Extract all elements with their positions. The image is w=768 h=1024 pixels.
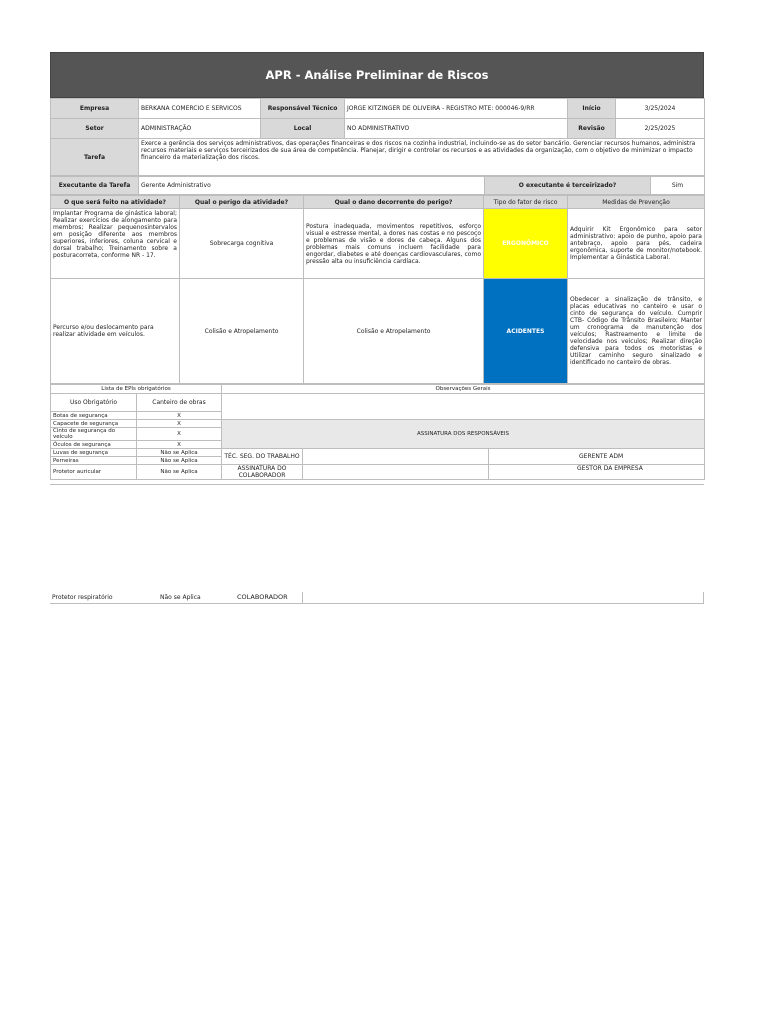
table-row bbox=[51, 449, 705, 457]
epi-item: Protetor auricular bbox=[51, 465, 137, 480]
risk-activity: Implantar Programa de ginástica laboral; Realizar exercícios de alongamento para membros; Realizar pequenosintervalos em posição diferente aos membros superiores, inferiores, coluna cervical e dorsal trabalho; Treinamento sobre a posturacorreta, conforme NR - 17. bbox=[51, 209, 180, 279]
executante-table bbox=[50, 176, 705, 195]
colaborador-label-cut: ASSINATURA DO COLABORADOR bbox=[222, 465, 303, 480]
local-label: Local bbox=[261, 119, 345, 139]
epi-item: Perneiras bbox=[51, 457, 137, 465]
executante-value: Gerente Administrativo bbox=[139, 177, 485, 195]
observacoes-label: Observações Gerais bbox=[222, 385, 705, 394]
epi-value: Não se Aplica bbox=[137, 449, 222, 457]
epi-last-row bbox=[50, 592, 704, 604]
executante-label: Executante da Tarefa bbox=[51, 177, 139, 195]
epi-item: Cinto de segurança do veículo bbox=[51, 428, 137, 441]
header-measures: Medidas de Prevenção bbox=[568, 196, 705, 209]
assinatura-header: ASSINATURA DOS RESPONSÁVEIS bbox=[222, 420, 705, 449]
risk-table bbox=[50, 195, 705, 384]
epi-value: X bbox=[137, 428, 222, 441]
tarefa-label: Tarefa bbox=[51, 139, 139, 176]
revisao-label: Revisão bbox=[568, 119, 616, 139]
setor-value: ADMINISTRAÇÃO bbox=[139, 119, 261, 139]
tarefa-value: Exerce a gerência dos serviços administrativos, das operações financeiras e dos riscos na cozinha industrial, incluindo-se as do setor bancário. Gerenciar recursos humanos, administra recursos materiais e serviços terceirizados de sua área de competência. Planejar, dirigir e controlar os recursos e as atividades da organização, com o objetivo de minimizar o impacto financeiro da materialização dos riscos. bbox=[139, 139, 705, 176]
epi-col-canteiro: Canteiro de obras bbox=[137, 394, 222, 412]
header-type: Tipo do fator de risco bbox=[484, 196, 568, 209]
risk-type-badge: ERGONÔMICO bbox=[484, 209, 568, 279]
responsavel-value: JORGE KITZINGER DE OLIVEIRA - REGISTRO MTE: 000046-9/RR bbox=[345, 99, 568, 119]
epi-and-signatures-table bbox=[50, 384, 705, 480]
epi-value: Não se Aplica bbox=[137, 465, 222, 480]
table-row bbox=[51, 420, 705, 428]
epi-item: Luvas de segurança bbox=[51, 449, 137, 457]
epi-item: Capacete de segurança bbox=[51, 420, 137, 428]
terceirizado-value: Sim bbox=[651, 177, 705, 195]
risk-type-badge: ACIDENTES bbox=[484, 279, 568, 384]
epi-value: Não se Aplica bbox=[160, 594, 201, 601]
risk-hazard: Colisão e Atropelamento bbox=[180, 279, 304, 384]
info-table bbox=[50, 98, 705, 176]
table-row bbox=[51, 209, 705, 279]
terceirizado-label: O executante é terceirizado? bbox=[485, 177, 651, 195]
page-cut-line bbox=[50, 484, 704, 485]
divider bbox=[302, 592, 303, 603]
apr-sheet bbox=[50, 52, 704, 480]
header-hazard: Qual o perigo da atividade? bbox=[180, 196, 304, 209]
gestor-label: GESTOR DA EMPRESA bbox=[489, 465, 705, 480]
tec-seg-signature bbox=[303, 449, 489, 465]
epi-item: Protetor respiratório bbox=[52, 594, 113, 601]
empresa-label: Empresa bbox=[51, 99, 139, 119]
epi-item: Botas de segurança bbox=[51, 412, 137, 420]
table-row bbox=[51, 279, 705, 384]
responsavel-label: Responsável Técnico bbox=[261, 99, 345, 119]
inicio-label: Início bbox=[568, 99, 616, 119]
epi-value: X bbox=[137, 412, 222, 420]
risk-activity: Percurso e/ou deslocamento para realizar atividade em veículos. bbox=[51, 279, 180, 384]
observacoes-area bbox=[222, 394, 705, 420]
epi-value: Não se Aplica bbox=[137, 457, 222, 465]
local-value: NO ADMINISTRATIVO bbox=[345, 119, 568, 139]
tec-seg-label: TÉC. SEG. DO TRABALHO bbox=[222, 449, 303, 465]
setor-label: Setor bbox=[51, 119, 139, 139]
inicio-value: 3/25/2024 bbox=[616, 99, 705, 119]
revisao-value: 2/25/2025 bbox=[616, 119, 705, 139]
epi-col-uso: Uso Obrigatório bbox=[51, 394, 137, 412]
epi-section-label: Lista de EPIs obrigatórios bbox=[51, 385, 222, 394]
risk-damage: Colisão e Atropelamento bbox=[304, 279, 484, 384]
epi-value: X bbox=[137, 420, 222, 428]
risk-measures: Adquirir Kit Ergonômico para setor administrativo: apoio de punho, apoio para antebraço, apoio para pés, cadeira ergonômica, suporte de monitor/notebook. Implementar a Ginástica Laboral. bbox=[568, 209, 705, 279]
table-row bbox=[51, 465, 705, 480]
document-title: APR - Análise Preliminar de Riscos bbox=[50, 52, 704, 98]
epi-value: X bbox=[137, 441, 222, 449]
header-activity: O que será feito na atividade? bbox=[51, 196, 180, 209]
epi-item: Óculos de segurança bbox=[51, 441, 137, 449]
risk-damage: Postura inadequada, movimentos repetitivos, esforço visual e estresse mental, a dores nas costas e no pescoço e problemas de visão e dores de cabeça. Alguns dos problemas mais comuns incluem facilidade para engordar, diabetes e até doenças cardiovasculares, como pressão alta ou insuficiência cardíaca. bbox=[304, 209, 484, 279]
header-damage: Qual o dano decorrente do perigo? bbox=[304, 196, 484, 209]
divider bbox=[703, 592, 704, 603]
risk-hazard: Sobrecarga cognitiva bbox=[180, 209, 304, 279]
colaborador-label: COLABORADOR bbox=[237, 593, 288, 601]
risk-measures: Obedecer a sinalização de trânsito, e placas educativas no canteiro e usar o cinto de segurança do veículo. Cumprir CTB- Código de Trânsito Brasileiro; Manter um cronograma de manutenção dos veículos; Rastreamento e limite de velocidade nos veículos; Realizar direção defensiva para todos os motoristas e Utilizar caminho seguro sinalizado e identificado no canteiro de obras. bbox=[568, 279, 705, 384]
colaborador-signature bbox=[303, 465, 489, 480]
empresa-value: BERKANA COMERCIO E SERVICOS bbox=[139, 99, 261, 119]
gerente-label: GERENTE ADM bbox=[489, 449, 705, 465]
